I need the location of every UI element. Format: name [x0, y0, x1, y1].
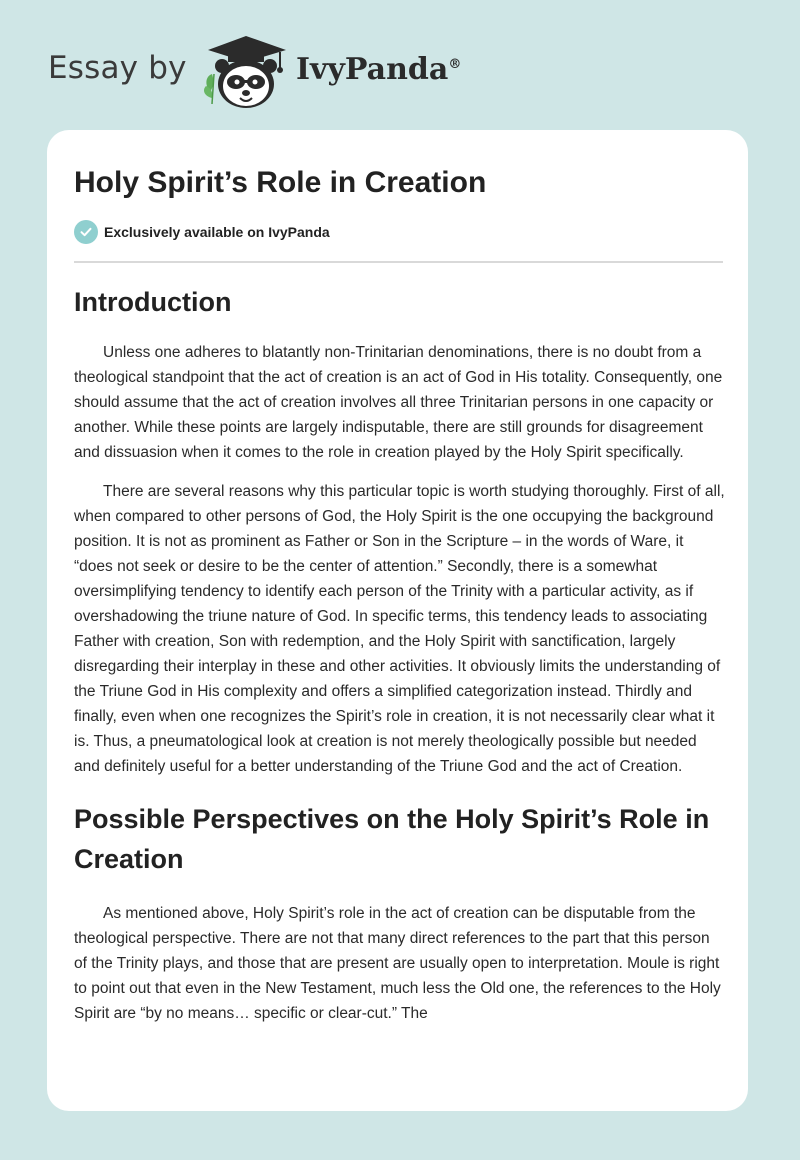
section-heading-introduction: Introduction	[74, 287, 232, 317]
article-body	[74, 282, 726, 1040]
exclusive-badge-text: Exclusively available on IvyPanda	[104, 224, 330, 240]
section-heading-perspectives: Possible Perspectives on the Holy Spirit’s Role in Creation	[74, 804, 710, 874]
paragraph: Unless one adheres to blatantly non-Trinitarian denominations, there is no doubt from a theological standpoint that the act of creation is an act of God in His totality. Consequently, one should assume that the act of creation involves all three Trinitarian persons in one capacity or another. While these points are largely indisputable, there are still grounds for disagreement and dissuasion when it comes to the role in creation played by the Holy Spirit specifically.	[74, 344, 723, 461]
brand-header	[48, 34, 468, 114]
brand-prefix: Essay by	[48, 50, 187, 86]
paragraph: As mentioned above, Holy Spirit’s role in the act of creation can be disputable from the theological perspective. There are not that many direct references to the part that this person of the Trinity plays, and those that are present are usually open to interpretation. Moule is right to point out that even in the New Testament, much less the Old one, the references to the Holy Spirit are “by no means… specific or clear-cut.” The	[74, 905, 721, 1022]
brand-name	[296, 52, 461, 87]
panda-graduate-icon	[200, 34, 292, 112]
registered-mark: ®	[448, 57, 462, 72]
exclusive-badge	[74, 220, 330, 244]
article-title: Holy Spirit’s Role in Creation	[74, 166, 487, 199]
brand-name-text: IvyPanda	[296, 52, 449, 87]
check-icon	[74, 220, 98, 244]
title-divider	[74, 261, 723, 263]
paragraph: There are several reasons why this particular topic is worth studying thoroughly. First of all, when compared to other persons of God, the Holy Spirit is the one occupying the background position. It is not as prominent as Father or Son in the Scripture – in the words of Ware, it “does not seek or desire to be the center of attention.” Secondly, there is a somewhat oversimplifying tendency to identify each person of the Trinity with a particular activity, as if overshadowing the triune nature of God. In specific terms, this tendency leads to associating Father with creation, Son with redemption, and the Holy Spirit with sanctification, largely disregarding their interplay in these and other activities. It obviously limits the understanding of the Triune God in His complexity and offers a simplified categorization instead. Thirdly and finally, even when one recognizes the Spirit’s role in creation, it is not necessarily clear what it is. Thus, a pneumatological look at creation is not merely theologically possible but needed and definitely useful for a better understanding of the Triune God and the act of Creation.	[74, 483, 725, 775]
article-card	[47, 130, 748, 1111]
